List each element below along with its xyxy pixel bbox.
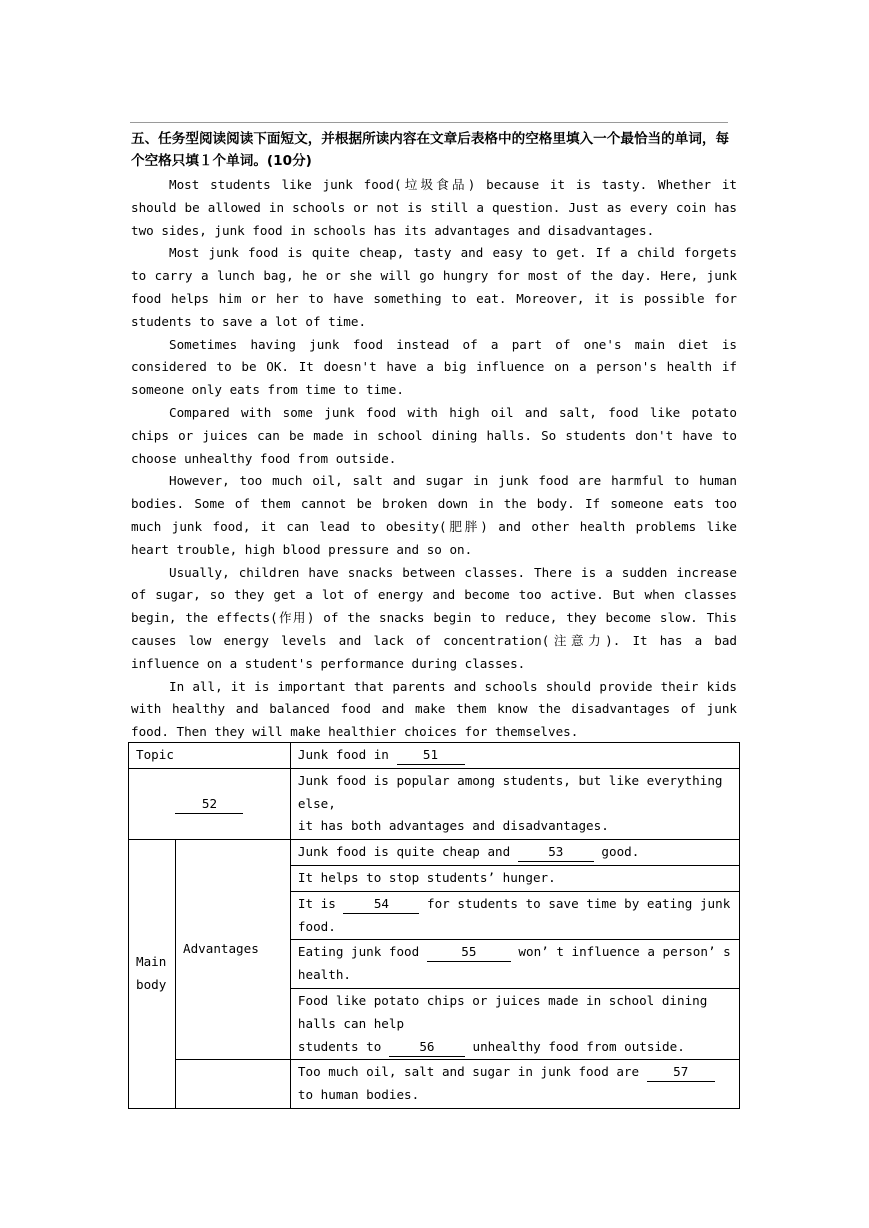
advantage-3-end: for students to save time by eating junk food. bbox=[297, 895, 731, 934]
blank-57[interactable]: 57 bbox=[647, 1063, 715, 1082]
advantage-3-text: It is bbox=[297, 895, 336, 911]
advantages-cell bbox=[175, 840, 290, 1060]
reading-passage bbox=[131, 174, 737, 744]
table-row-disadvantage-1 bbox=[129, 1060, 740, 1109]
main-body-label: Main body bbox=[136, 954, 167, 993]
advantage-2-text: It helps to stop students’ hunger. bbox=[297, 869, 556, 885]
advantage-5-text: students to bbox=[297, 1038, 382, 1054]
table-row-topic bbox=[129, 743, 740, 769]
advantage-4-cell bbox=[290, 940, 739, 989]
paragraph-6: Usually, children have snacks between classes. There is a sudden increase of sugar, so they get a lot of energy and become too active. But when classes begin, the effects(作用) of the snacks begin to reduce, they become slow. This causes low energy levels and lack of concentration(注意力). It has a bad influence on a student's performance during classes. bbox=[131, 564, 737, 671]
blank-52-cell bbox=[129, 768, 291, 839]
task-table bbox=[128, 742, 740, 1109]
disadvantages-cell bbox=[175, 1060, 290, 1109]
introduction-line-1: Junk food is popular among students, but like everything else, bbox=[297, 772, 723, 811]
blank-51[interactable]: 51 bbox=[397, 746, 465, 765]
disadvantage-1-text: Too much oil, salt and sugar in junk food are bbox=[297, 1064, 640, 1080]
blank-53[interactable]: 53 bbox=[518, 843, 594, 862]
advantage-4-end: won’ t influence a person’ s health. bbox=[297, 944, 731, 983]
table-row-advantage-1 bbox=[129, 840, 740, 866]
advantage-5-line-1: Food like potato chips or juices made in school dining halls can help bbox=[297, 992, 708, 1031]
advantages-label: Advantages bbox=[182, 941, 259, 957]
paragraph-5: However, too much oil, salt and sugar in junk food are harmful to human bodies. Some of them cannot be broken down in the body. If someone eats too much junk food, it can lead to obesity(肥胖) and other health problems like heart trouble, high blood pressure and so on. bbox=[131, 473, 737, 557]
blank-55[interactable]: 55 bbox=[427, 943, 511, 962]
paragraph-2: Most junk food is quite cheap, tasty and easy to get. If a child forgets to carry a lunch bag, he or she will go hungry for most of the day. Here, junk food helps him or her to have something to eat. Moreover, it is possible for students to save a lot of time. bbox=[131, 245, 737, 329]
introduction-cell bbox=[290, 768, 739, 839]
advantage-3-cell bbox=[290, 891, 739, 940]
paragraph-3: Sometimes having junk food instead of a part of one's main diet is considered to be OK. It doesn't have a big influence on a person's health if someone only eats from time to time. bbox=[131, 336, 737, 398]
disadvantage-1-end: to human bodies. bbox=[297, 1087, 420, 1103]
paragraph-7: In all, it is important that parents and schools should provide their kids with healthy and balanced food and make them know the disadvantages of junk food. Then they will make healthier choices for themselves. bbox=[131, 678, 737, 740]
paragraph-1: Most students like junk food(垃圾食品) because it is tasty. Whether it should be allowed in schools or not is still a question. Just as every coin has two sides, junk food in schools has its advantages and disadvantages. bbox=[131, 177, 737, 238]
paragraph-4: Compared with some junk food with high oil and salt, food like potato chips or juices can be made in school dining halls. So students don't have to choose unhealthy food from outside. bbox=[131, 404, 737, 466]
advantage-2-cell bbox=[290, 865, 739, 891]
advantage-1-end: good. bbox=[601, 844, 640, 860]
topic-text: Junk food in bbox=[297, 747, 389, 762]
topic-cell bbox=[290, 743, 739, 769]
blank-56[interactable]: 56 bbox=[389, 1038, 465, 1057]
topic-label: Topic bbox=[136, 747, 174, 762]
topic-label-cell bbox=[129, 743, 291, 769]
main-body-cell bbox=[129, 840, 176, 1109]
blank-52[interactable]: 52 bbox=[175, 795, 243, 814]
advantage-1-text: Junk food is quite cheap and bbox=[297, 844, 511, 860]
blank-54[interactable]: 54 bbox=[343, 895, 419, 914]
advantage-5-end: unhealthy food from outside. bbox=[472, 1038, 685, 1054]
header-rule bbox=[130, 122, 728, 123]
introduction-line-2: it has both advantages and disadvantages. bbox=[297, 818, 609, 834]
advantage-1-cell bbox=[290, 840, 739, 866]
advantage-5-cell bbox=[290, 988, 739, 1059]
section-heading: 五、任务型阅读阅读下面短文，并根据所读内容在文章后表格中的空格里填入一个最恰当的单词，每个空格只填１个单词。(10分) bbox=[131, 131, 730, 169]
table-row-introduction bbox=[129, 768, 740, 839]
advantage-5-line-2 bbox=[298, 1036, 732, 1059]
advantage-4-text: Eating junk food bbox=[297, 944, 420, 960]
disadvantage-1-cell bbox=[290, 1060, 739, 1109]
